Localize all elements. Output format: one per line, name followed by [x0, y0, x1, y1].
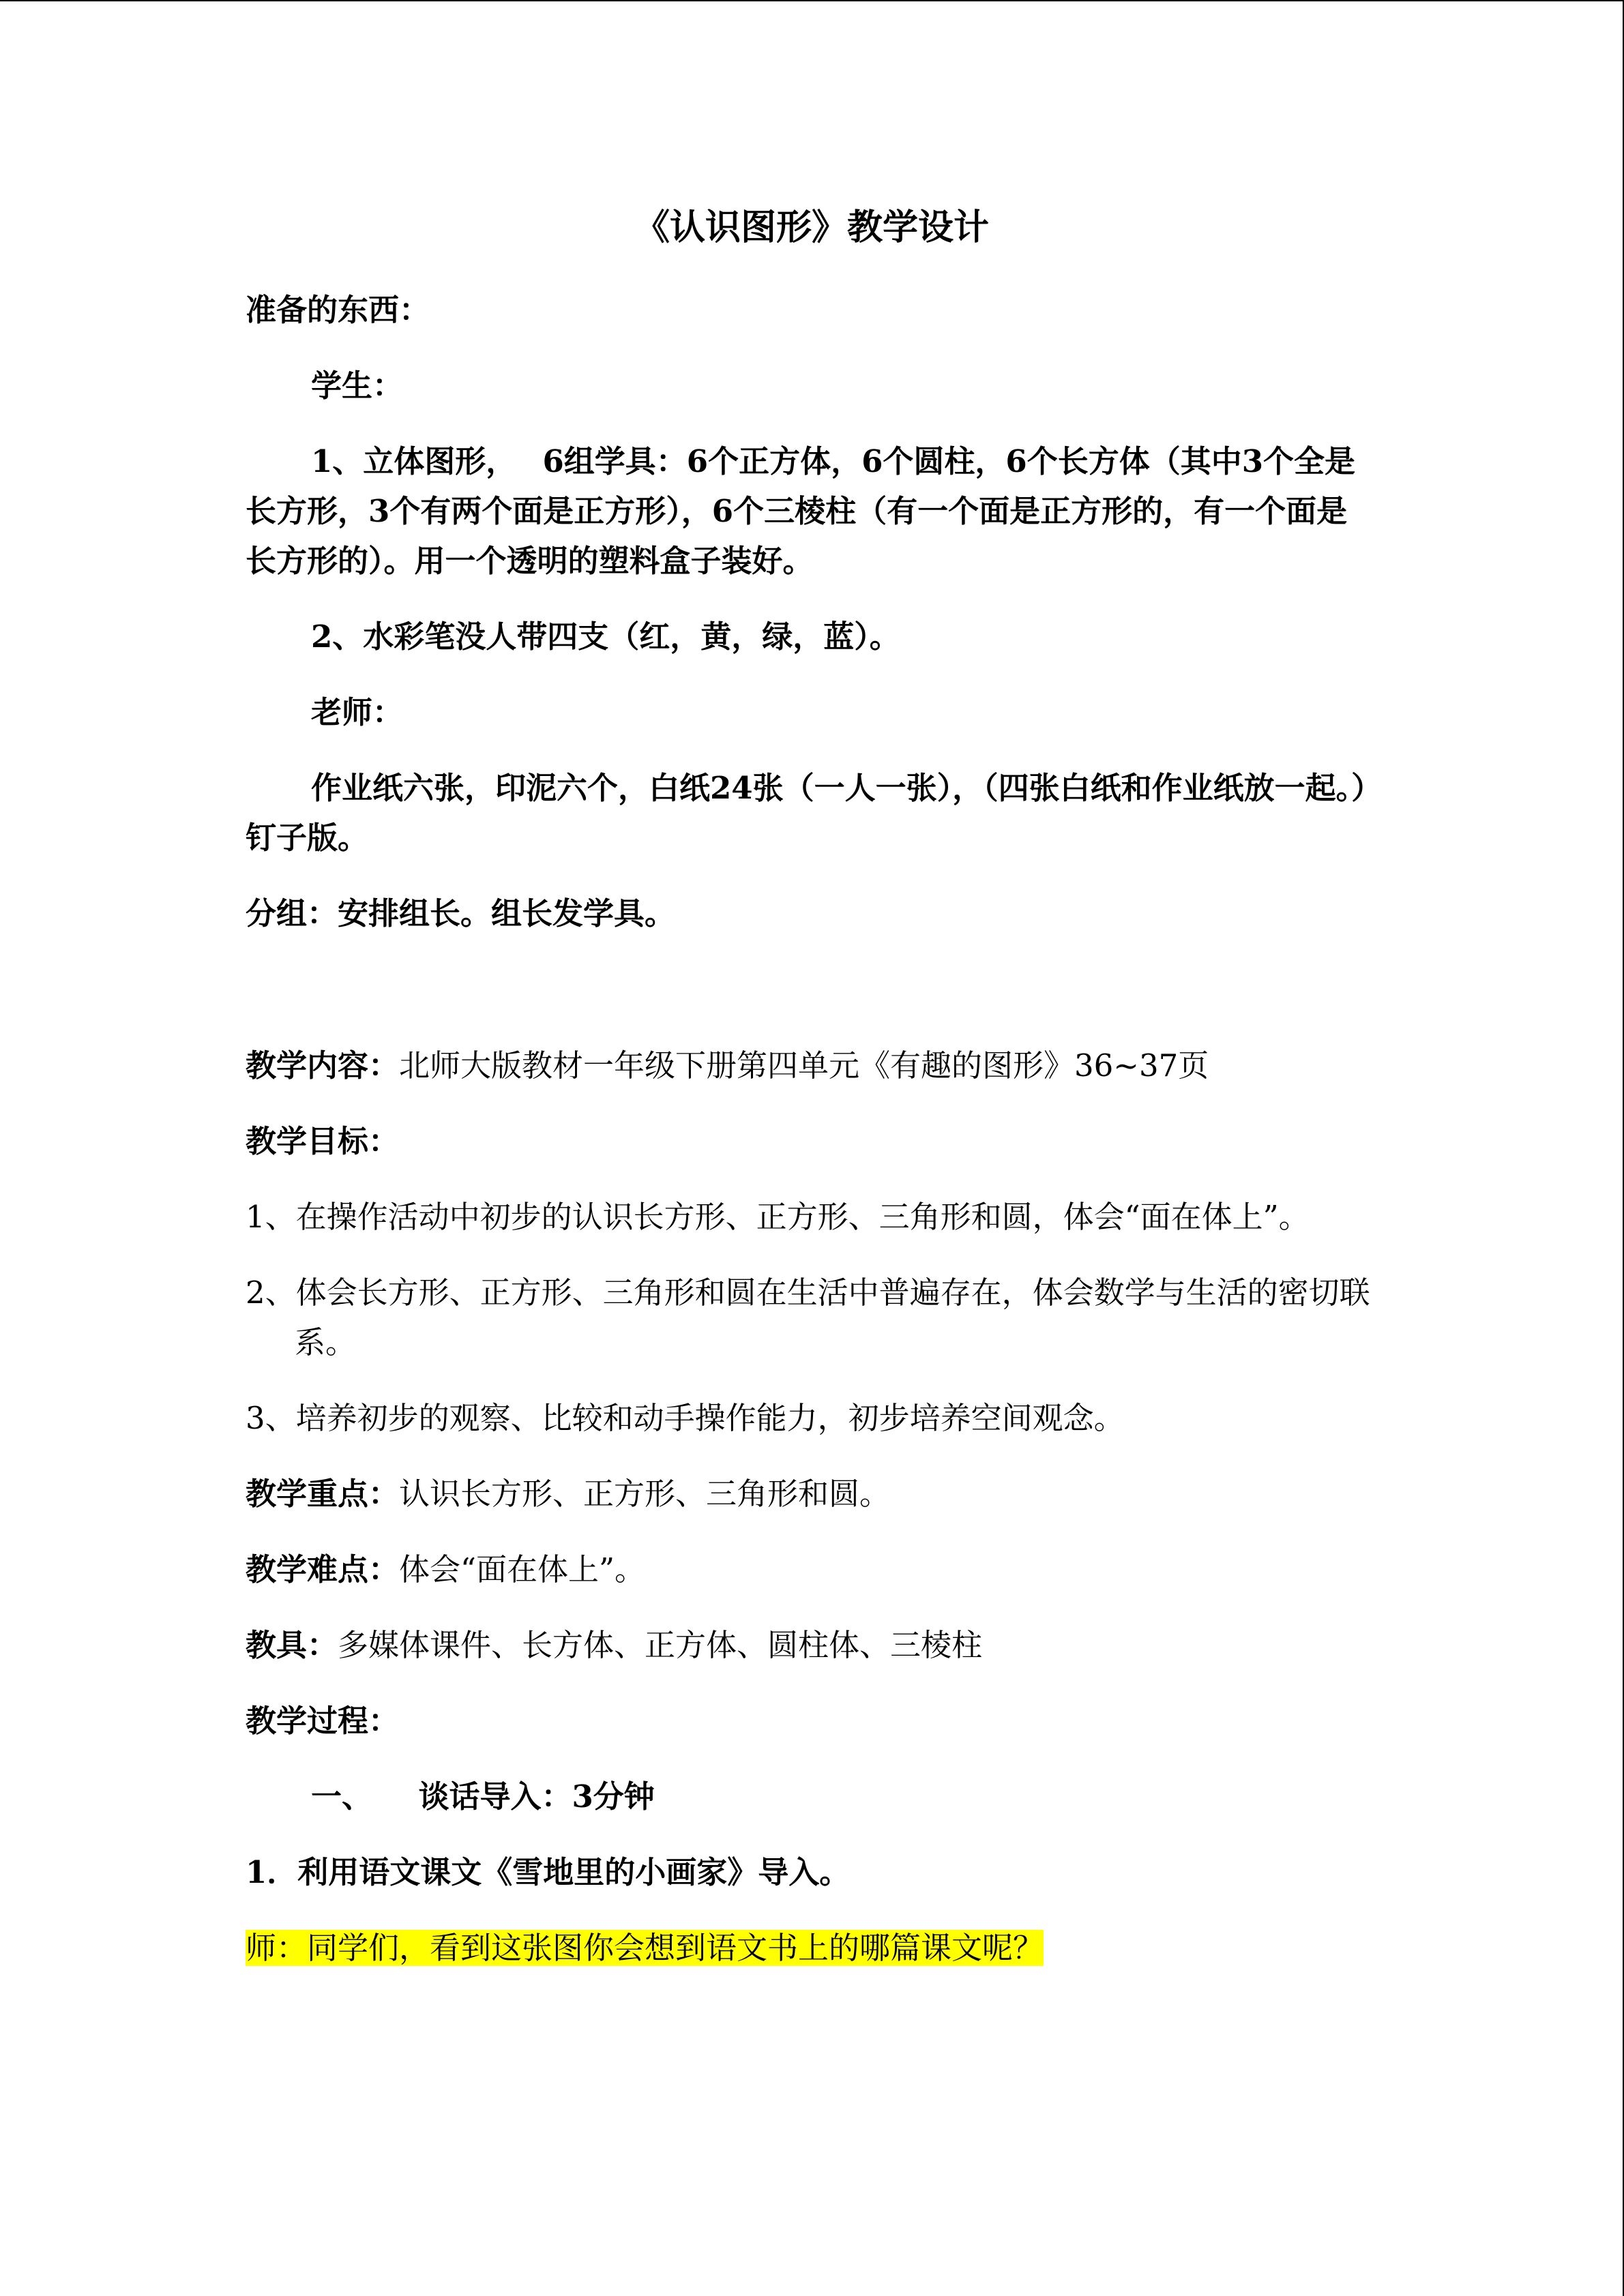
key-point-label: 教学重点： — [246, 1475, 400, 1512]
key-point-text: 认识长方形、正方形、三角形和圆。 — [399, 1475, 891, 1512]
process-heading: 教学过程： — [246, 1702, 400, 1739]
prep-heading: 准备的东西： — [246, 291, 430, 328]
teacher-line — [246, 1923, 1378, 1973]
difficulty — [246, 1545, 1378, 1594]
document-body — [246, 205, 1378, 1999]
students-heading: 学生： — [311, 367, 404, 404]
teacher-materials: 作业纸六张，印泥六个，白纸24张（一人一张），（四张白纸和作业纸放一起。）钉子版。 — [246, 769, 1367, 856]
step-1: 1．利用语文课文《雪地里的小画家》导入。 — [246, 1853, 851, 1890]
goal-item: 1、在操作活动中初步的认识长方形、正方形、三角形和圆，体会“面在体上”。 — [246, 1198, 1310, 1235]
section-heading: 一、 谈话导入：3分钟 — [311, 1778, 655, 1815]
tools-text: 多媒体课件、长方体、正方体、圆柱体、三棱柱 — [338, 1626, 983, 1663]
difficulty-label: 教学难点： — [246, 1551, 400, 1587]
grouping-note: 分组：安排组长。组长发学具。 — [246, 895, 676, 931]
key-point — [246, 1469, 1378, 1519]
goal-item: 3、培养初步的观察、比较和动手操作能力，初步培养空间观念。 — [246, 1399, 1125, 1436]
teaching-content-label: 教学内容： — [246, 1047, 400, 1084]
goals-heading: 教学目标： — [246, 1122, 400, 1159]
teaching-content-text: 北师大版教材一年级下册第四单元《有趣的图形》36~37页 — [399, 1047, 1209, 1084]
tools-label: 教具： — [246, 1626, 338, 1663]
difficulty-text: 体会“面在体上”。 — [399, 1551, 646, 1587]
prep-item-1: 1、立体图形， 6组学具：6个正方体，6个圆柱，6个长方体（其中3个全是长方形，3个有两个面是正方形），6个三棱柱（有一个面是正方形的，有一个面是长方形的）。用一个透明的塑料盒子装好。 — [246, 443, 1356, 579]
teacher-heading: 老师： — [311, 694, 404, 730]
teaching-tools — [246, 1620, 1378, 1670]
prep-item-2: 2、水彩笔没人带四支（红，黄，绿，蓝）。 — [311, 618, 900, 655]
highlighted-teacher-line: 师：同学们，看到这张图你会想到语文书上的哪篇课文呢？ — [246, 1929, 1044, 1966]
document-title: 《认识图形》教学设计 — [634, 207, 989, 248]
spacer — [246, 964, 1378, 1041]
teaching-content — [246, 1041, 1378, 1090]
goal-item: 2、体会长方形、正方形、三角形和圆在生活中普遍存在，体会数学与生活的密切联系。 — [246, 1274, 1370, 1360]
